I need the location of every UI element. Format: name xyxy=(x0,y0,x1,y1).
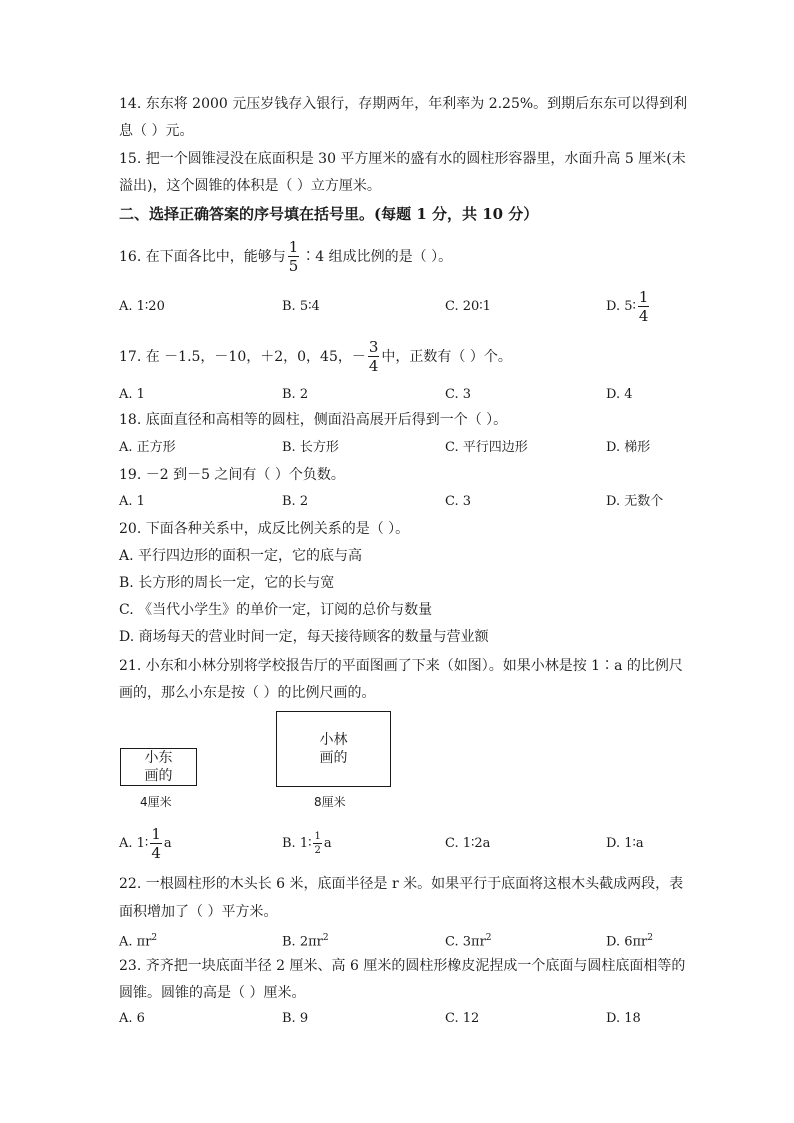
q22-option-d-text: D. 6πr xyxy=(606,934,648,950)
q22-option-d[interactable] xyxy=(606,928,653,952)
q21-option-a[interactable] xyxy=(119,826,172,862)
q16-option-a[interactable]: A. 1∶20 xyxy=(119,299,165,314)
q23-line1: 23. 齐齐把一块底面半径 2 厘米、高 6 厘米的圆柱形橡皮泥捏成一个底面与圆柱底面相等的 xyxy=(119,958,686,974)
q17-stem xyxy=(119,338,512,376)
q23-option-c[interactable]: C. 12 xyxy=(445,1011,480,1026)
q23-option-a[interactable]: A. 6 xyxy=(119,1011,145,1026)
q16-option-d-den: 4 xyxy=(638,306,649,325)
q22-option-d-exp: 2 xyxy=(647,933,653,943)
q22-option-c-exp: 2 xyxy=(485,933,492,943)
q16-option-d-num: 1 xyxy=(638,287,649,306)
xiaodong-length-caption: 4厘米 xyxy=(140,795,172,809)
q20-option-a[interactable]: A. 平行四边形的面积一定，它的底与高 xyxy=(119,548,363,564)
q17-stem-post: 中，正数有（ ）个。 xyxy=(381,349,512,365)
q21-option-a-post: a xyxy=(163,836,172,851)
q21-option-b-den: 2 xyxy=(314,844,321,856)
q22-option-c-text: C. 3πr xyxy=(445,934,486,950)
q22-option-b-exp: 2 xyxy=(322,933,329,943)
q14-line1: 14. 东东将 2000 元压岁钱存入银行，存期两年，年利率为 2.25%。到期后东东可以得到利 xyxy=(119,96,688,112)
q17-fraction xyxy=(368,340,380,374)
q16-stem-pre: 16. 在下面各比中，能够与 xyxy=(119,249,286,265)
q21-option-b-pre: B. 1∶ xyxy=(282,836,312,851)
q16-stem xyxy=(119,238,452,276)
q21-option-b-fraction xyxy=(313,832,321,856)
xiaolin-drawing-box: 小林 画的 xyxy=(276,711,391,787)
q15-line2: 溢出)，这个圆锥的体积是（ ）立方厘米。 xyxy=(119,178,381,194)
q16-stem-post: ∶4 组成比例的是（ ）。 xyxy=(301,249,453,265)
q22-option-a-exp: 2 xyxy=(151,933,158,943)
q20-option-b[interactable]: B. 长方形的周长一定，它的长与宽 xyxy=(119,575,335,591)
q22-line2: 面积增加了（ ）平方米。 xyxy=(119,904,278,920)
q20-stem: 20. 下面各种关系中，成反比例关系的是（ ）。 xyxy=(119,521,410,537)
q21-option-b-post: a xyxy=(323,836,332,851)
q17-option-d[interactable]: D. 4 xyxy=(606,387,633,402)
q21-option-a-pre: A. 1∶ xyxy=(119,836,149,851)
q17-fraction-num: 3 xyxy=(368,338,379,356)
q19-option-c[interactable]: C. 3 xyxy=(445,494,472,509)
q17-fraction-den: 4 xyxy=(368,357,379,375)
q22-line1: 22. 一根圆柱形的木头长 6 米，底面半径是 r 米。如果平行于底面将这根木头截成两段，表 xyxy=(119,876,684,892)
q22-option-c[interactable] xyxy=(445,928,492,952)
q18-option-b[interactable]: B. 长方形 xyxy=(282,440,339,455)
xiaodong-drawing-box: 小东 画的 xyxy=(120,748,197,786)
q22-option-b-text: B. 2πr xyxy=(282,934,323,950)
q17-option-b[interactable]: B. 2 xyxy=(282,387,309,402)
q21-option-b-num: 1 xyxy=(314,830,321,842)
q22-option-a[interactable] xyxy=(119,928,157,952)
q16-fraction-num: 1 xyxy=(288,238,299,256)
q16-option-d-pre: D. 5∶ xyxy=(606,299,636,314)
q17-option-a[interactable]: A. 1 xyxy=(119,387,145,402)
q19-option-a[interactable]: A. 1 xyxy=(119,494,145,509)
q17-option-c[interactable]: C. 3 xyxy=(445,387,472,402)
q21-option-a-den: 4 xyxy=(151,843,161,862)
q15-line1: 15. 把一个圆锥浸没在底面积是 30 平方厘米的盛有水的圆柱形容器里，水面升高 5 厘米(未 xyxy=(119,151,686,167)
q20-option-d[interactable]: D. 商场每天的营业时间一定，每天接待顾客的数量与营业额 xyxy=(119,629,489,645)
q18-option-c[interactable]: C. 平行四边形 xyxy=(445,440,528,455)
q21-option-c[interactable]: C. 1∶2a xyxy=(445,836,491,851)
q21-option-a-num: 1 xyxy=(151,824,161,843)
q16-fraction xyxy=(288,240,300,274)
section-heading: 二、选择正确答案的序号填在括号里。(每题 1 分，共 10 分） xyxy=(119,205,539,223)
q17-stem-pre: 17. 在 －1.5，－10，＋2，0，45，－ xyxy=(119,349,366,365)
q21-line2: 画的，那么小东是按（ ）的比例尺画的。 xyxy=(119,685,376,701)
q18-option-d[interactable]: D. 梯形 xyxy=(606,440,651,455)
q22-option-b[interactable] xyxy=(282,928,329,952)
q21-option-b[interactable] xyxy=(282,826,332,862)
q22-option-a-text: A. πr xyxy=(119,934,152,950)
q23-option-d[interactable]: D. 18 xyxy=(606,1011,641,1026)
q21-line1: 21. 小东和小林分别将学校报告厅的平面图画了下来（如图）。如果小林是按 1∶a 的比例尺 xyxy=(119,658,683,674)
q23-line2: 圆锥。圆锥的高是（ ）厘米。 xyxy=(119,985,306,1001)
q19-stem: 19. －2 到－5 之间有（ ）个负数。 xyxy=(119,467,345,483)
q16-option-d-fraction xyxy=(638,287,650,325)
q21-option-d[interactable]: D. 1∶a xyxy=(606,836,644,851)
q16-option-b[interactable]: B. 5∶4 xyxy=(282,299,320,314)
q16-fraction-den: 5 xyxy=(288,257,299,275)
q21-option-a-fraction xyxy=(150,824,162,862)
q19-option-d[interactable]: D. 无数个 xyxy=(606,494,664,509)
q16-option-c[interactable]: C. 20∶1 xyxy=(445,299,491,314)
q16-option-d[interactable] xyxy=(606,288,651,326)
q19-option-b[interactable]: B. 2 xyxy=(282,494,309,509)
q18-option-a[interactable]: A. 正方形 xyxy=(119,440,176,455)
q18-stem: 18. 底面直径和高相等的圆柱，侧面沿高展开后得到一个（ ）。 xyxy=(119,412,508,428)
xiaolin-length-caption: 8厘米 xyxy=(314,795,346,809)
q23-option-b[interactable]: B. 9 xyxy=(282,1011,309,1026)
q14-line2: 息（ ）元。 xyxy=(119,123,194,139)
q20-option-c[interactable]: C. 《当代小学生》的单价一定，订阅的总价与数量 xyxy=(119,602,433,618)
